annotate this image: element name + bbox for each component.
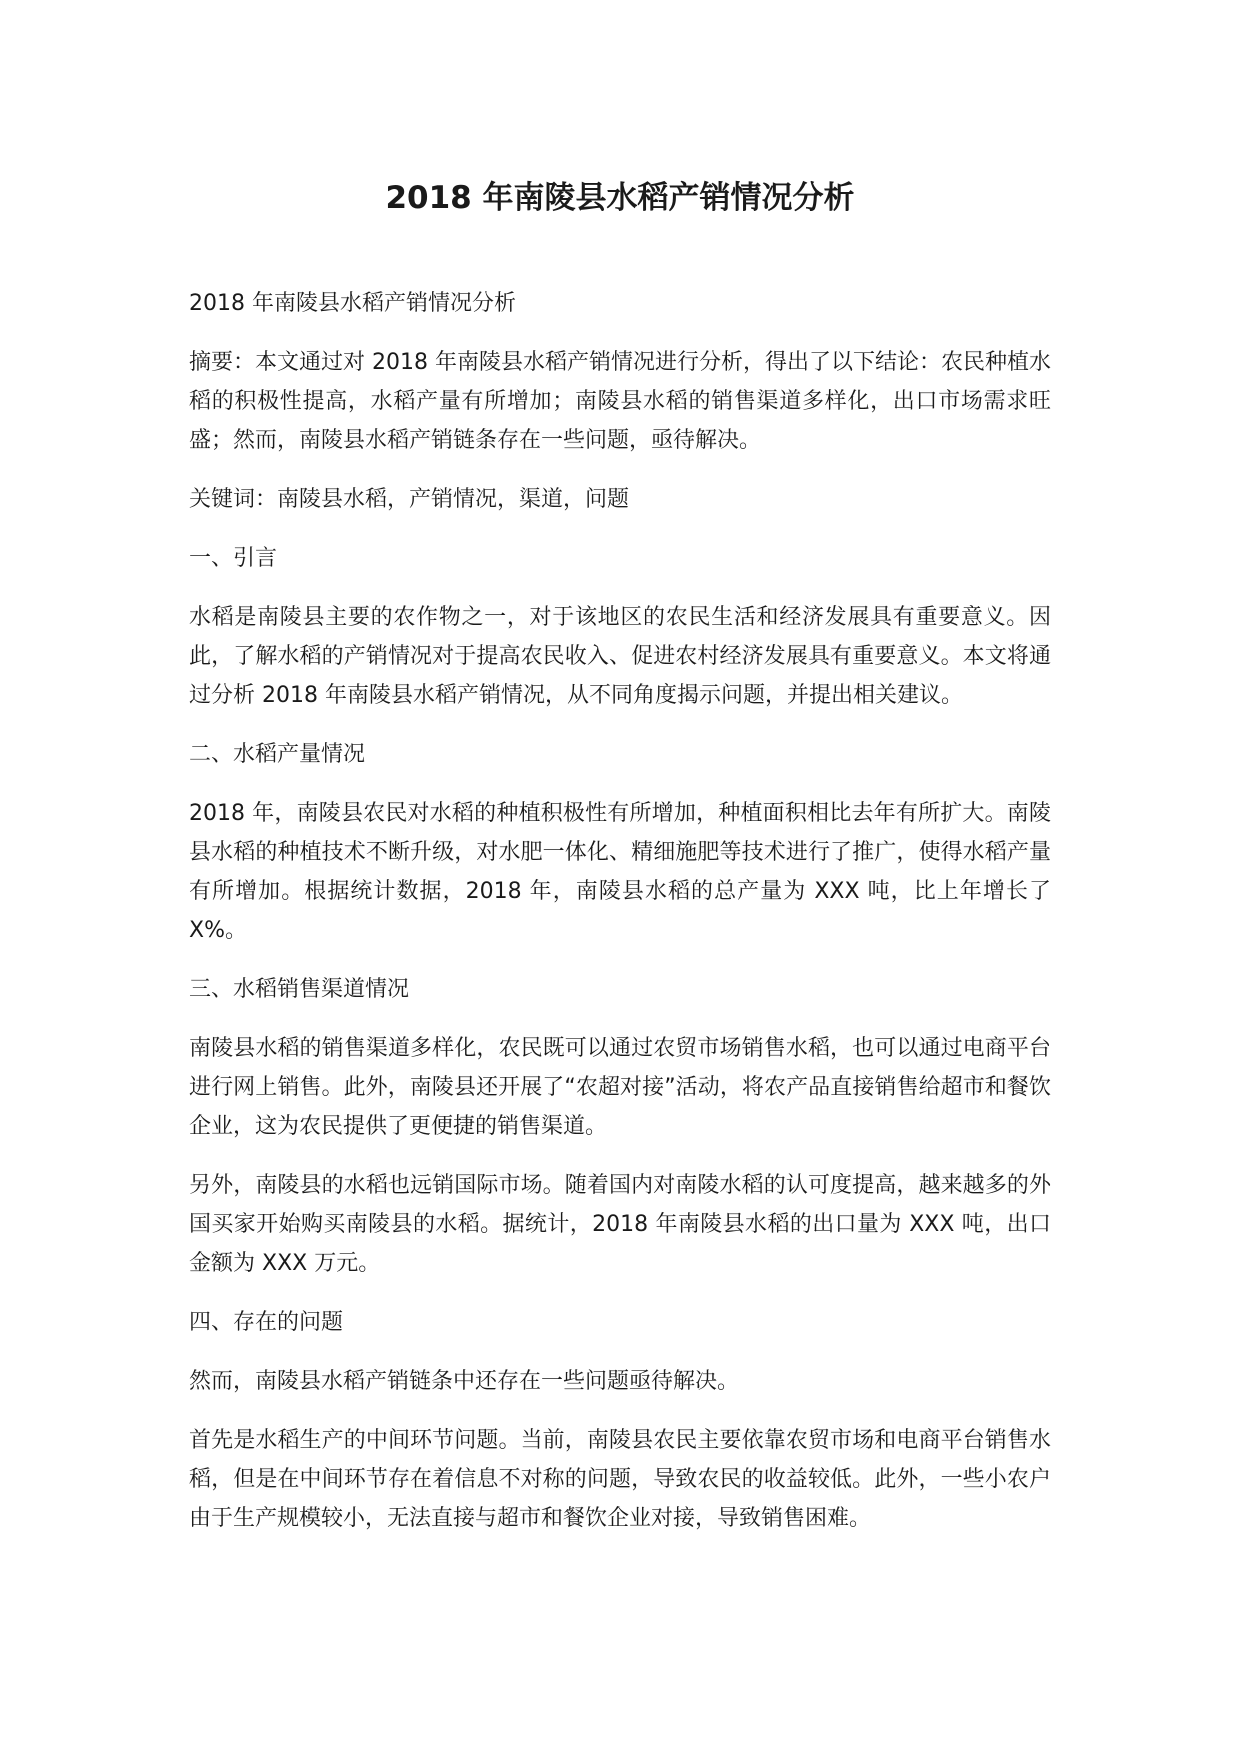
introduction-paragraph: 水稻是南陵县主要的农作物之一，对于该地区的农民生活和经济发展具有重要意义。因此，了解水稻的产销情况对于提高农民收入、促进农村经济发展具有重要意义。本文将通过分析 2018 年南陵县水稻产销情况，从不同角度揭示问题，并提出相关建议。 — [189, 605, 1051, 708]
problems-intro-paragraph: 然而，南陵县水稻产销链条中还存在一些问题亟待解决。 — [189, 1369, 740, 1394]
export-paragraph: 另外，南陵县的水稻也远销国际市场。随着国内对南陵水稻的认可度提高，越来越多的外国买家开始购买南陵县的水稻。据统计，2018 年南陵县水稻的出口量为 XXX 吨，出口金额为 XXX 万元。 — [189, 1173, 1051, 1276]
middle-link-problem-paragraph: 首先是水稻生产的中间环节问题。当前，南陵县农民主要依靠农贸市场和电商平台销售水稻，但是在中间环节存在着信息不对称的问题，导致农民的收益较低。此外，一些小农户由于生产规模较小，无法直接与超市和餐饮企业对接，导致销售困难。 — [189, 1428, 1051, 1531]
document-title: 2018 年南陵县水稻产销情况分析 — [385, 180, 855, 216]
keywords-line: 关键词：南陵县水稻，产销情况，渠道，问题 — [189, 487, 630, 512]
abstract-paragraph: 摘要：本文通过对 2018 年南陵县水稻产销情况进行分析，得出了以下结论：农民种植水稻的积极性提高，水稻产量有所增加；南陵县水稻的销售渠道多样化，出口市场需求旺盛；然而，南陵县水稻产销链条存在一些问题，亟待解决。 — [189, 350, 1051, 453]
section-heading-problems: 四、存在的问题 — [189, 1310, 344, 1335]
subtitle-line: 2018 年南陵县水稻产销情况分析 — [189, 291, 516, 316]
sales-channels-paragraph: 南陵县水稻的销售渠道多样化，农民既可以通过农贸市场销售水稻，也可以通过电商平台进行网上销售。此外，南陵县还开展了“农超对接”活动，将农产品直接销售给超市和餐饮企业，这为农民提供了更便捷的销售渠道。 — [189, 1036, 1051, 1139]
section-heading-sales-channels: 三、水稻销售渠道情况 — [189, 977, 410, 1002]
production-paragraph: 2018 年，南陵县农民对水稻的种植积极性有所增加，种植面积相比去年有所扩大。南陵县水稻的种植技术不断升级，对水肥一体化、精细施肥等技术进行了推广，使得水稻产量有所增加。根据统计数据，2018 年，南陵县水稻的总产量为 XXX 吨，比上年增长了 X%。 — [189, 801, 1051, 943]
section-heading-production: 二、水稻产量情况 — [189, 742, 366, 767]
section-heading-introduction: 一、引言 — [189, 546, 278, 571]
